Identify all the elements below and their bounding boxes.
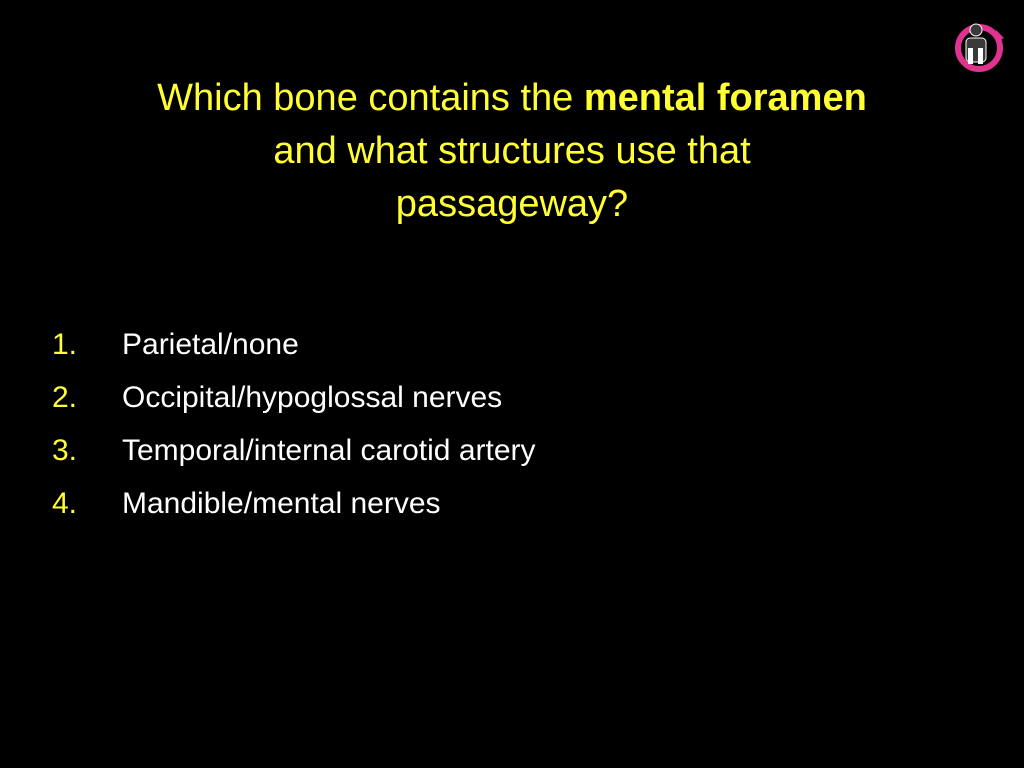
option-text: Occipital/hypoglossal nerves [122, 381, 503, 414]
answer-option[interactable] [52, 428, 536, 481]
option-text: Temporal/internal carotid artery [122, 434, 536, 467]
option-number: 2. [52, 381, 78, 414]
title-text: Which bone contains the [157, 77, 584, 119]
answer-option[interactable] [52, 481, 536, 534]
person-circle-logo-icon [952, 20, 1004, 72]
option-number: 1. [52, 328, 78, 361]
title-line-2: and what structures use that [273, 130, 751, 172]
answer-option[interactable] [52, 375, 536, 428]
title-emphasis: mental foramen [583, 77, 867, 119]
title-line-1 [40, 72, 984, 125]
answer-option[interactable] [52, 322, 536, 375]
answer-options [52, 322, 536, 534]
option-number: 4. [52, 487, 78, 520]
question-title [40, 72, 984, 231]
title-line-3: passageway? [395, 183, 629, 225]
option-text: Mandible/mental nerves [122, 487, 441, 520]
option-number: 3. [52, 434, 78, 467]
option-text: Parietal/none [122, 328, 299, 361]
